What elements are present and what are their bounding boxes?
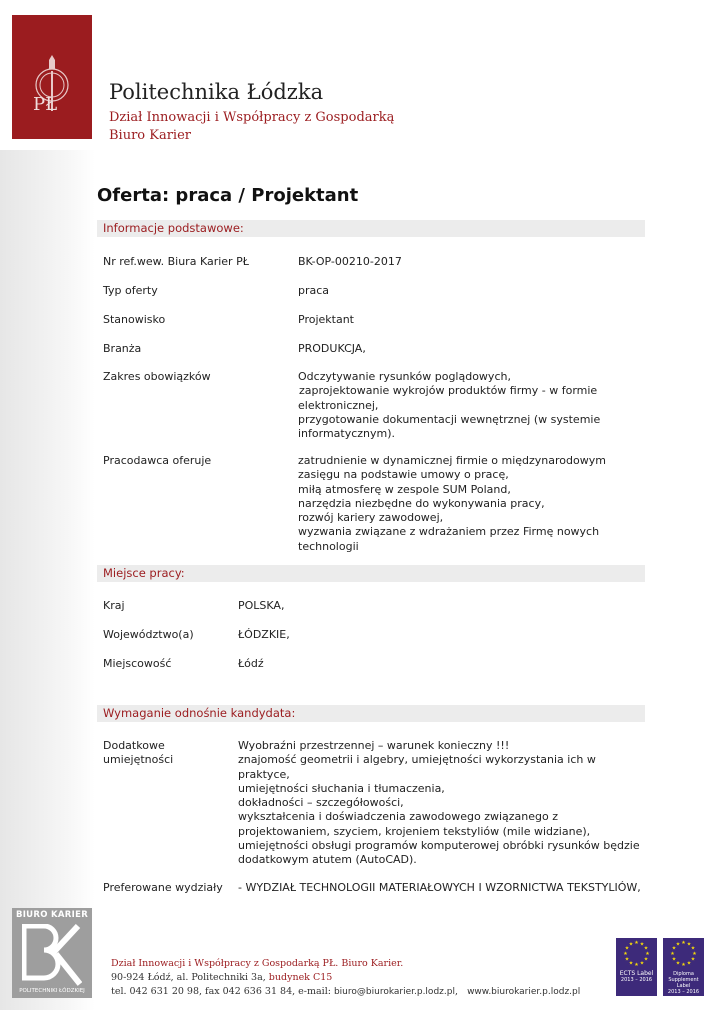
svg-text:★: ★ — [690, 956, 696, 963]
label-ref-number: Nr ref.wew. Biura Karier PŁ — [103, 255, 249, 268]
career-office-logo — [12, 908, 92, 998]
svg-text:★: ★ — [634, 962, 639, 968]
section-location-heading: Miejsce pracy: — [103, 566, 185, 580]
section-requirements-header — [97, 705, 645, 722]
footer-website-link[interactable]: www.biurokarier.p.lodz.pl — [467, 987, 581, 997]
footer-contact-line: tel. 042 631 20 98, fax 042 636 31 84, e-mail: biuro@biurokarier.p.lodz.pl, www.biurokarier.p.lodz.pl — [111, 986, 581, 997]
label-preferred-faculties: Preferowane wydziały — [103, 881, 223, 894]
section-location-header — [97, 565, 645, 582]
svg-text:★: ★ — [624, 956, 630, 963]
svg-text:★: ★ — [628, 960, 634, 967]
footer-address-line: 90-924 Łódź, al. Politechniki 3a, budynek C15 — [111, 972, 333, 983]
sidebar-gradient — [0, 150, 95, 1010]
footer-email-link[interactable]: biuro@biurokarier.p.lodz.pl — [333, 987, 455, 997]
label-city: Miejscowość — [103, 657, 172, 670]
svg-text:★: ★ — [681, 962, 686, 968]
university-name: Politechnika Łódzka — [109, 80, 324, 104]
svg-text:★: ★ — [671, 945, 677, 952]
ects-label-badge: ★ ★ ★ ★ ★ ★ ★ ★ ★ ★ ★ ★ ECTS Label 2013 – 2016 — [616, 938, 657, 996]
svg-text:★: ★ — [624, 945, 630, 952]
svg-text:★: ★ — [675, 941, 681, 948]
svg-text:★: ★ — [634, 940, 639, 946]
value-industry: PRODUKCJA, — [298, 342, 366, 355]
svg-text:★: ★ — [671, 956, 677, 963]
value-offer-type: praca — [298, 284, 330, 297]
eu-stars-icon — [616, 938, 657, 970]
svg-text:★: ★ — [645, 951, 650, 957]
value-employer-offers: zatrudnienie w dynamicznej firmie o międzynarodowym zasięgu na podstawie umowy o pracę, miłą atmosferę w zespole SUM Poland, narzędzia niezbędne do wykonywania pracy, rozwój kariery zawodowej, wyzwania związane z wdrażaniem przez Firmę nowych technologii — [298, 454, 606, 553]
label-voivodeship: Województwo(a) — [103, 628, 194, 641]
university-logo — [12, 15, 92, 139]
section-requirements-heading: Wymaganie odnośnie kandydata: — [103, 706, 296, 720]
bk-logo-bottom-text: POLITECHNIKI ŁÓDZKIEJ — [19, 988, 85, 994]
department-name: Dział Innowacji i Współpracy z Gospodarką — [109, 110, 395, 125]
label-country: Kraj — [103, 599, 125, 612]
svg-text:★: ★ — [643, 945, 649, 952]
value-ref-number: BK-OP-00210-2017 — [298, 255, 402, 268]
svg-text:★: ★ — [623, 951, 628, 957]
value-city: Łódź — [238, 657, 264, 670]
office-name: Biuro Karier — [109, 128, 191, 143]
svg-text:★: ★ — [643, 956, 649, 963]
bk-logo-top-text: BIURO KARIER — [15, 910, 89, 920]
value-duties: Odczytywanie rysunków poglądowych, zaprojektowanie wykrojów produktów firmy - w formie elektronicznej, przygotowanie dokumentacji wewnętrznej (w systemie informatycznym). — [298, 370, 601, 441]
value-preferred-faculties: - WYDZIAŁ TECHNOLOGII MATERIAŁOWYCH I WZORNICTWA TEKSTYLIÓW, — [238, 881, 641, 894]
svg-text:★: ★ — [639, 941, 645, 948]
label-industry: Branża — [103, 342, 142, 355]
label-offer-type: Typ oferty — [103, 284, 158, 297]
label-position: Stanowisko — [103, 313, 166, 326]
section-basic-heading: Informacje podstawowe: — [103, 221, 244, 235]
svg-text:★: ★ — [670, 951, 675, 957]
diploma-supplement-badge: ★ ★ ★ ★ ★ ★ ★ ★ ★ ★ ★ ★ Diploma Supplement Label 2013 – 2016 — [663, 938, 704, 996]
svg-text:★: ★ — [681, 940, 686, 946]
value-voivodeship: ŁÓDZKIE, — [238, 628, 290, 641]
svg-text:★: ★ — [675, 960, 681, 967]
svg-text:★: ★ — [692, 951, 697, 957]
value-country: POLSKA, — [238, 599, 285, 612]
svg-text:★: ★ — [686, 941, 692, 948]
logo-letters: PŁ — [33, 94, 58, 115]
svg-text:★: ★ — [686, 960, 692, 967]
svg-text:★: ★ — [628, 941, 634, 948]
label-additional-skills: Dodatkowe umiejętności — [103, 739, 174, 767]
value-additional-skills: Wyobraźni przestrzennej – warunek konieczny !!! znajomość geometrii i algebry, umiejętności wykorzystania ich w praktyce, umiejętności słuchania i tłumaczenia, dokładności – szczegółowości, wykształcenia i doświadczenia zawodowego związanego z projektowaniem, szyciem, krojeniem tekstyliów (mile widziane), umiejętności obsługi programów komputerowej obróbki rysunków będzie dodatkowym atutem (AutoCAD). — [238, 739, 640, 867]
value-position: Projektant — [298, 313, 354, 326]
eu-stars-icon — [663, 938, 704, 970]
footer-office-line: Dział Innowacji i Współpracy z Gospodarką PŁ. Biuro Karier. — [111, 958, 404, 969]
label-employer-offers: Pracodawca oferuje — [103, 454, 212, 467]
section-basic-header — [97, 220, 645, 237]
svg-text:★: ★ — [690, 945, 696, 952]
bk-monogram-icon — [22, 924, 82, 986]
label-duties: Zakres obowiązków — [103, 370, 211, 383]
svg-text:★: ★ — [639, 960, 645, 967]
page-title: Oferta: praca / Projektant — [97, 185, 359, 206]
